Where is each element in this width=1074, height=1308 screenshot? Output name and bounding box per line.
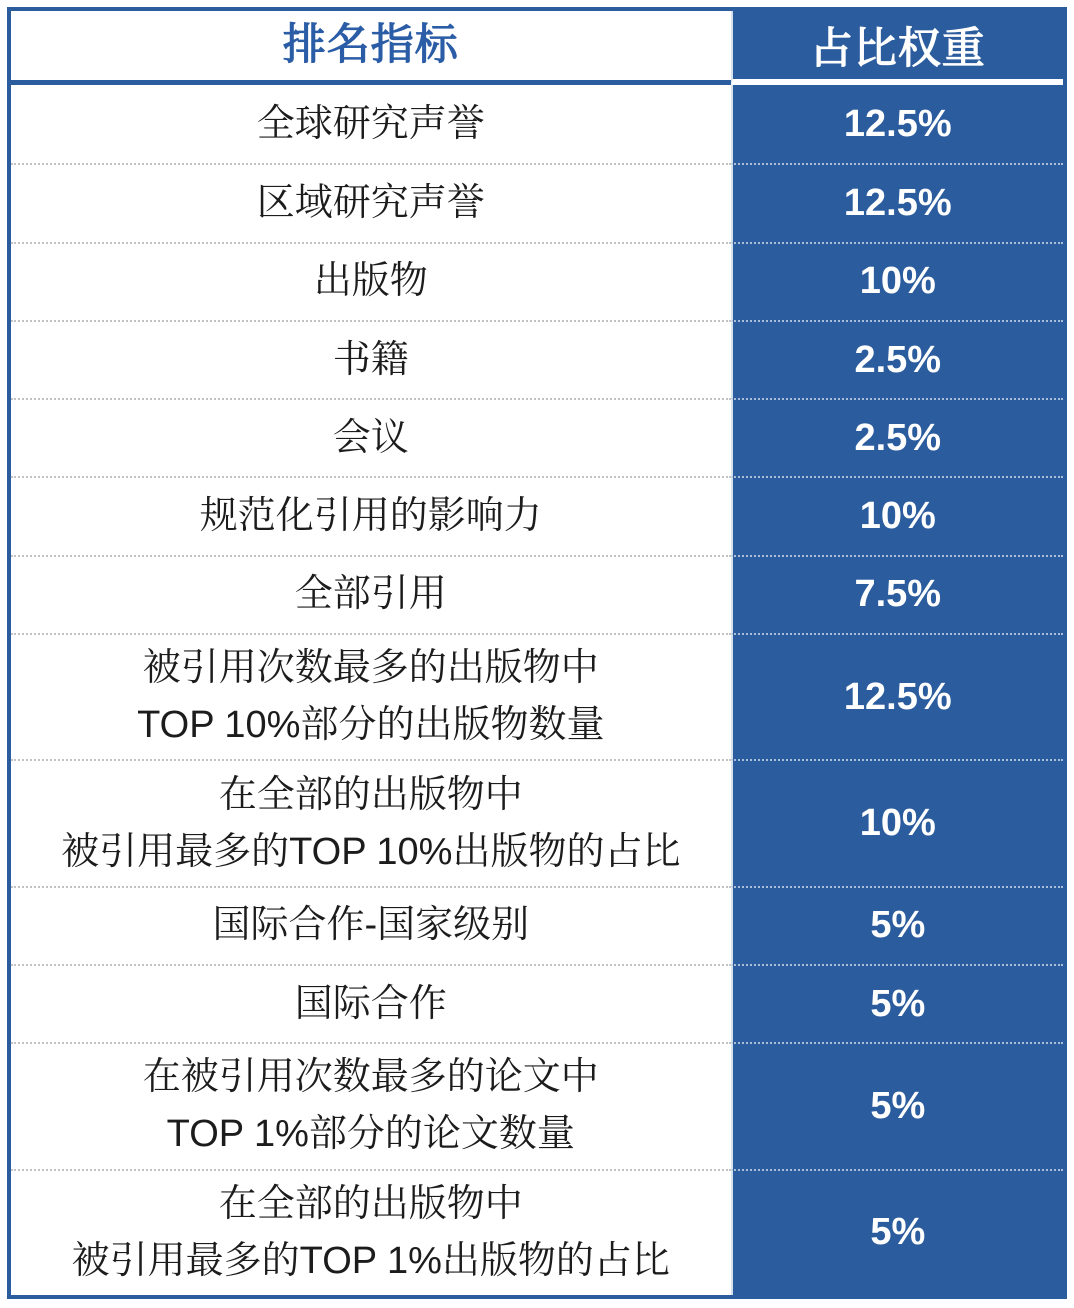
table-row xyxy=(11,85,1063,163)
table-row xyxy=(11,476,1063,554)
weight-value: 5% xyxy=(870,1084,926,1127)
indicator-cell xyxy=(11,633,731,759)
indicator-cell xyxy=(11,85,731,163)
indicator-label: 国际合作-国家级别 xyxy=(212,904,530,947)
indicator-label: 会议 xyxy=(332,416,409,459)
indicator-cell xyxy=(11,964,731,1042)
indicator-label: 书籍 xyxy=(332,338,409,381)
table-row xyxy=(11,1042,1063,1168)
indicator-cell xyxy=(11,1042,731,1168)
weight-cell xyxy=(731,85,1063,163)
weight-value: 10% xyxy=(859,802,936,845)
weight-cell xyxy=(731,1042,1063,1168)
weight-cell xyxy=(731,886,1063,964)
weight-value: 12.5% xyxy=(843,102,952,145)
indicator-cell xyxy=(11,320,731,398)
weight-value: 2.5% xyxy=(854,416,942,459)
indicator-label: 被引用次数最多的出版物中 xyxy=(142,647,599,690)
table-row xyxy=(11,964,1063,1042)
table-row xyxy=(11,320,1063,398)
table-row xyxy=(11,633,1063,759)
weight-cell xyxy=(731,320,1063,398)
indicator-label: 在全部的出版物中 xyxy=(218,773,523,816)
indicator-label: 被引用最多的TOP 1%出版物的占比 xyxy=(71,1239,670,1282)
indicator-label: TOP 10%部分的出版物数量 xyxy=(137,704,605,747)
indicator-label: TOP 1%部分的论文数量 xyxy=(166,1113,575,1156)
indicator-label: 出版物 xyxy=(313,260,428,303)
weight-value: 12.5% xyxy=(843,675,952,718)
indicator-label: 全部引用 xyxy=(294,573,447,616)
weight-cell xyxy=(731,633,1063,759)
weight-value: 5% xyxy=(870,1211,926,1254)
indicator-cell xyxy=(11,1169,731,1295)
weight-value: 5% xyxy=(870,904,926,947)
header-weight-label: 占比权重 xyxy=(731,11,1063,85)
indicator-label: 在被引用次数最多的论文中 xyxy=(142,1056,599,1099)
indicator-label: 全球研究声誉 xyxy=(256,102,485,145)
indicator-label: 规范化引用的影响力 xyxy=(199,495,542,538)
weight-cell xyxy=(731,759,1063,885)
table-row xyxy=(11,398,1063,476)
indicator-label: 被引用最多的TOP 10%出版物的占比 xyxy=(61,830,681,873)
indicator-cell xyxy=(11,886,731,964)
header-indicator-label: 排名指标 xyxy=(11,11,731,85)
indicator-cell xyxy=(11,242,731,320)
table-row xyxy=(11,163,1063,241)
weight-value: 10% xyxy=(859,495,936,538)
indicator-cell xyxy=(11,398,731,476)
weight-cell xyxy=(731,476,1063,554)
indicator-cell xyxy=(11,555,731,633)
weight-value: 5% xyxy=(870,982,926,1025)
weights-table xyxy=(7,7,1067,1299)
indicator-cell xyxy=(11,163,731,241)
weight-cell xyxy=(731,555,1063,633)
indicator-label: 区域研究声誉 xyxy=(256,182,485,225)
indicator-cell xyxy=(11,476,731,554)
indicator-label: 在全部的出版物中 xyxy=(218,1182,523,1225)
weight-value: 2.5% xyxy=(854,338,942,381)
weight-value: 7.5% xyxy=(854,573,942,616)
table-row xyxy=(11,1169,1063,1295)
indicator-cell xyxy=(11,759,731,885)
table-row xyxy=(11,555,1063,633)
indicator-label: 国际合作 xyxy=(294,982,447,1025)
table-row xyxy=(11,886,1063,964)
table-row xyxy=(11,242,1063,320)
weight-value: 12.5% xyxy=(843,182,952,225)
table-row xyxy=(11,759,1063,885)
weight-cell xyxy=(731,242,1063,320)
weight-cell xyxy=(731,1169,1063,1295)
header-row xyxy=(11,11,1063,85)
weight-cell xyxy=(731,964,1063,1042)
weight-cell xyxy=(731,163,1063,241)
weight-value: 10% xyxy=(859,260,936,303)
weight-cell xyxy=(731,398,1063,476)
